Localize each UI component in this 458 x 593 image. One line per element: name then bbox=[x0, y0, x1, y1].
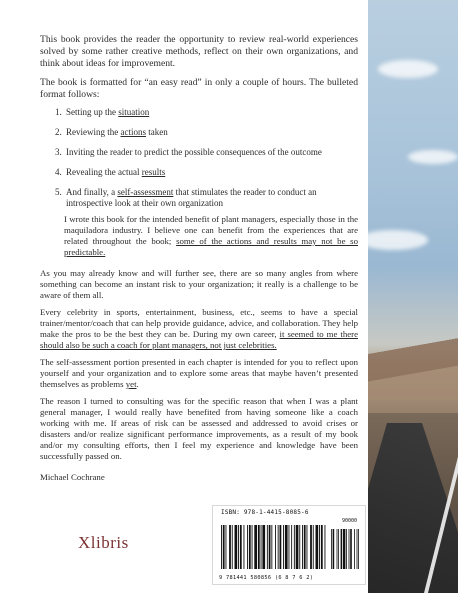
isbn-barcode bbox=[212, 505, 366, 585]
consulting-paragraph: The reason I turned to consulting was for the specific reason that when I was a plant general manager, I would really have benefited from having someone like a coach working with me. If areas of risk can be assessed and addressed to avoid crises or disasters and/or realize significant performance improvements, as a result of my book and/or my consulting efforts, then I feel my experience and knowledge have been successfully passed on. bbox=[40, 396, 358, 462]
list-item: 3. Inviting the reader to predict the possible consequences of the outcome bbox=[64, 147, 358, 158]
cover-text bbox=[40, 34, 358, 489]
cloud bbox=[378, 60, 438, 78]
barcode-bar bbox=[310, 525, 312, 569]
barcode-bars bbox=[221, 525, 359, 569]
barcode-addon-bar bbox=[338, 529, 339, 569]
barcode-addon-bar bbox=[343, 529, 345, 569]
barcode-addon-bar bbox=[350, 529, 352, 569]
barcode-bar bbox=[221, 525, 222, 569]
barcode-addon-bar bbox=[337, 529, 338, 569]
isbn-text: ISBN: 978-1-4415-8085-6 bbox=[221, 509, 309, 516]
barcode-bar bbox=[229, 525, 231, 569]
price-code: 90000 bbox=[341, 518, 357, 524]
barcode-bar bbox=[294, 525, 295, 569]
intro-paragraph: This book provides the reader the opportunity to review real-world experiences solved by some rather creative methods, reflect on their own organizations, and think about ideas for improvement. bbox=[40, 34, 358, 70]
barcode-bar bbox=[299, 525, 300, 569]
barcode-bar bbox=[238, 525, 239, 569]
barcode-addon-bar bbox=[358, 529, 359, 569]
barcode-bar bbox=[325, 525, 326, 569]
barcode-bar bbox=[289, 525, 290, 569]
barcode-addon-bar bbox=[354, 529, 355, 569]
publisher-logo: Xlibris bbox=[78, 533, 129, 552]
barcode-bar bbox=[271, 525, 272, 569]
barcode-bar bbox=[307, 525, 308, 569]
self-assessment-paragraph: The self-assessment portion presented in each chapter is intended for you to reflect upon yourself and your organization and to explore some areas that maybe haven’t presented themselves as problems yet. bbox=[40, 357, 358, 390]
author-signature: Michael Cochrane bbox=[40, 472, 105, 483]
list-item: 1. Setting up the situation bbox=[64, 107, 358, 118]
coach-paragraph: Every celebrity in sports, entertainment, business, etc., seems to have a special trainer/mentor/coach that can help provide guidance, advice, and collaboration. They help make the pros to be the best they can be. During my own career, it seemed to me there should also be such a coach for plant managers, not just celebrities. bbox=[40, 307, 358, 351]
barcode-bar bbox=[261, 525, 262, 569]
barcode-addon-bar bbox=[357, 529, 358, 569]
barcode-bar bbox=[240, 525, 242, 569]
barcode-addon-bar bbox=[346, 529, 347, 569]
mountains bbox=[368, 330, 458, 400]
barcode-bar bbox=[247, 525, 248, 569]
cloud bbox=[408, 150, 458, 164]
risk-paragraph: As you may already know and will further see, there are so many angles from where something can become an instant risk to your organization; it really is a challenge to be aware of them all. bbox=[40, 268, 358, 301]
barcode-bar bbox=[278, 525, 279, 569]
barcode-bar bbox=[223, 525, 225, 569]
barcode-bar bbox=[275, 525, 276, 569]
list-item: 2. Reviewing the actions taken bbox=[64, 127, 358, 138]
barcode-bar bbox=[316, 525, 319, 569]
barcode-bar bbox=[280, 525, 282, 569]
barcode-bar bbox=[321, 525, 323, 569]
barcode-bar bbox=[269, 525, 271, 569]
barcode-bar bbox=[252, 525, 253, 569]
barcode-bar bbox=[267, 525, 268, 569]
barcode-addon-bar bbox=[331, 529, 332, 569]
barcode-addon-bar bbox=[349, 529, 350, 569]
format-paragraph: The book is formatted for “an easy read” in only a couple of hours. The bulleted format follows: bbox=[40, 76, 358, 100]
barcode-bar bbox=[232, 525, 233, 569]
barcode-bar bbox=[285, 525, 288, 569]
barcode-bar bbox=[235, 525, 238, 569]
barcode-bar bbox=[262, 525, 265, 569]
barcode-bar bbox=[302, 525, 303, 569]
barcode-bar bbox=[258, 525, 260, 569]
barcode-bar bbox=[304, 525, 306, 569]
barcode-addon-bar bbox=[333, 529, 335, 569]
barcode-bar bbox=[296, 525, 299, 569]
barcode-bar bbox=[249, 525, 251, 569]
barcode-bar bbox=[319, 525, 320, 569]
barcode-bar bbox=[244, 525, 245, 569]
barcode-digits: 9 781441 580856 (6 8 7 6 2) bbox=[219, 575, 314, 581]
barcode-bar bbox=[226, 525, 227, 569]
format-steps-list bbox=[40, 107, 358, 209]
barcode-bar bbox=[283, 525, 284, 569]
author-note: I wrote this book for the intended benefit of plant managers, especially those in the maquiladora industry. I believe one can benefit from the experiences that are related throughout the book; some of the actions and results may not be so predictable. bbox=[64, 214, 358, 258]
barcode-addon-bar bbox=[341, 529, 343, 569]
list-item: 5. And finally, a self-assessment that stimulates the reader to conduct an introspective look at their own organization bbox=[64, 187, 358, 209]
barcode-bar bbox=[254, 525, 257, 569]
cover-photo-desert-road bbox=[368, 0, 458, 593]
barcode-bar bbox=[291, 525, 292, 569]
list-item: 4. Revealing the actual results bbox=[64, 167, 358, 178]
barcode-bar bbox=[313, 525, 314, 569]
